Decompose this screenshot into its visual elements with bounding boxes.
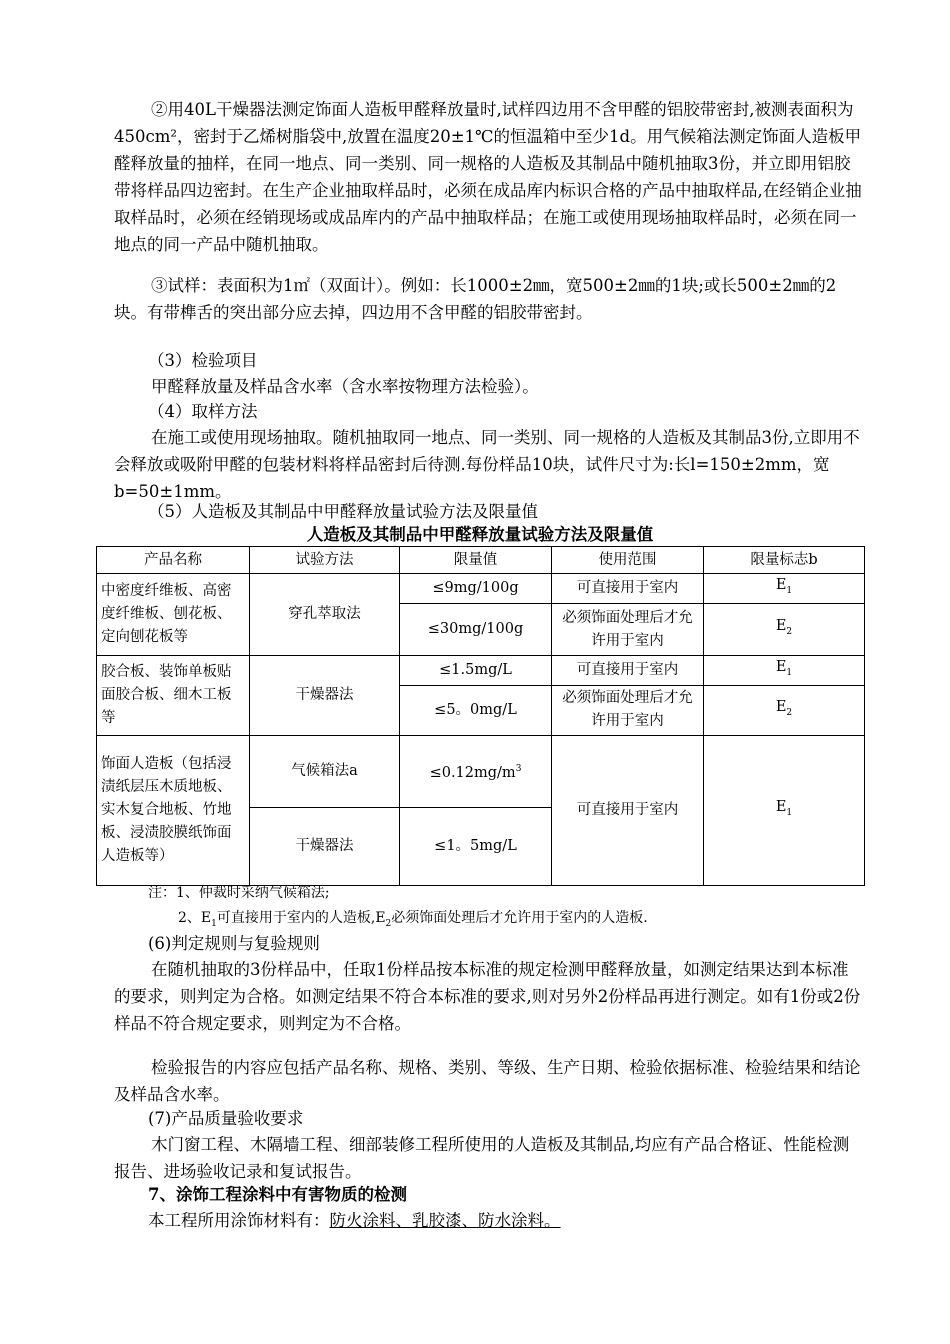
mark-subscript: 1 (786, 585, 793, 596)
note-subscript: 2 (385, 918, 392, 929)
paragraph-acceptance: 木门窗工程、木隔墙工程、细部装修工程所使用的人造板及其制品,均应有产品合格证、性能检测报告、进场验收记录和复试报告。 (114, 1135, 850, 1181)
paragraph-report-content: 检验报告的内容应包括产品名称、规格、类别、等级、生产日期、检验依据标准、检验结果和结论及样品含水率。 (114, 1058, 861, 1104)
limit-cell: ≤1。5mg/L (400, 807, 552, 885)
mark-cell (704, 685, 865, 735)
paragraph-sampling-method: ②用40L干燥器法测定饰面人造板甲醛释放量时,试样四边用不含甲醛的铝胶带密封,被测表面积为450cm²，密封于乙烯树脂袋中,放置在温度20±1℃的恒温箱中至少1d。用气候箱法测定饰面人造板甲醛释放量的抽样，在同一地点、同一类别、同一规格的人造板及其制品中随机抽取3份，并立即用铝胶带将样品四边密封。在生产企业抽取样品时，必须在成品库内标识合格的产品中抽取样品,在经销企业抽取样品时，必须在经销现场或成品库内的产品中抽取样品；在施工或使用现场抽取样品时，必须在同一地点的同一产品中随机抽取。 (114, 100, 862, 254)
scope-cell: 必须饰面处理后才允许用于室内 (552, 685, 704, 735)
table-header-cell: 试验方法 (250, 547, 400, 574)
mark-text: E (775, 698, 787, 715)
formaldehyde-limits-table (96, 546, 865, 886)
paragraph-judgement-rules: 在随机抽取的3份样品中，任取1份样品按本标准的规定检测甲醛释放量，如测定结果达到本标准的要求，则判定为合格。如测定结果不符合本标准的要求,则对另外2份样品再进行测定。如有1份或2份样品不符合规定要求，则判定为不合格。 (114, 960, 861, 1033)
mark-subscript: 2 (786, 707, 793, 718)
limit-superscript: 3 (515, 763, 522, 774)
mark-text: E (775, 659, 787, 675)
table-row (97, 735, 865, 807)
product-cell: 胶合板、装饰单板贴面胶合板、细木工板等 (97, 656, 250, 736)
table-row (97, 656, 865, 686)
table-header-row (97, 547, 865, 574)
limit-cell: ≤30mg/100g (400, 604, 552, 656)
scope-cell: 可直接用于室内 (552, 735, 704, 885)
table-header-cell: 限量标志b (704, 547, 865, 574)
limit-cell (400, 735, 552, 807)
heading-coating-section: 7、涂饰工程涂料中有害物质的检测 (148, 1185, 407, 1204)
note-text: 必须饰面处理后才允许用于室内的人造板. (391, 910, 648, 926)
paragraph-sampling: 在施工或使用现场抽取。随机抽取同一地点、同一类别、同一规格的人造板及其制品3份,立即用不会释放或吸附甲醛的包装材料将样品密封后待测.每份样品10块，试件尺寸为:长l=150±2mm，宽b=50±1mm。 (114, 428, 860, 501)
scope-cell: 可直接用于室内 (552, 656, 704, 686)
limit-text: ≤0.12mg/m (429, 764, 516, 781)
mark-cell (704, 574, 865, 604)
method-cell: 气候箱法a (250, 735, 400, 807)
mark-subscript: 1 (786, 667, 793, 678)
scope-cell: 必须饰面处理后才允许用于室内 (552, 604, 704, 656)
coating-materials-list: 防火涂料、乳胶漆、防水涂料。 (329, 1211, 561, 1230)
heading-limits: （5）人造板及其制品中甲醛释放量试验方法及限量值 (148, 502, 538, 521)
paragraph-specimen: ③试样：表面积为1㎡（双面计）。例如：长1000±2㎜，宽500±2㎜的1块;或长500±2㎜的2块。有带榫舌的突出部分应去掉，四边用不含甲醛的铝胶带密封。 (114, 276, 837, 322)
mark-cell (704, 735, 865, 885)
limit-cell: ≤9mg/100g (400, 574, 552, 604)
paragraph-inspection-items: 甲醛释放量及样品含水率（含水率按物理方法检验）。 (151, 377, 539, 396)
paragraph-coating-materials (148, 1207, 561, 1234)
table-header-cell: 限量值 (400, 547, 552, 574)
note-subscript: 1 (211, 918, 217, 929)
method-cell: 穿孔萃取法 (250, 574, 400, 656)
mark-text: E (775, 618, 787, 635)
limit-cell: ≤5。0mg/L (400, 685, 552, 735)
table-row (97, 574, 865, 604)
table-header-cell: 产品名称 (97, 547, 250, 574)
heading-inspection-items: （3）检验项目 (148, 351, 258, 370)
method-cell: 干燥器法 (250, 656, 400, 736)
limit-cell: ≤1.5mg/L (400, 656, 552, 686)
note-text: 2、E (178, 910, 212, 926)
heading-sampling: （4）取样方法 (148, 402, 258, 421)
mark-text: E (775, 577, 787, 594)
heading-acceptance: (7)产品质量验收要求 (148, 1109, 304, 1128)
table-header-cell: 使用范围 (552, 547, 704, 574)
mark-subscript: 2 (786, 626, 793, 637)
mark-cell (704, 604, 865, 656)
mark-cell (704, 656, 865, 686)
mark-text: E (775, 798, 787, 815)
scope-cell: 可直接用于室内 (552, 574, 704, 604)
coating-prefix: 本工程所用涂饰材料有： (148, 1211, 330, 1230)
heading-judgement-rules: (6)判定规则与复验规则 (148, 934, 320, 953)
table-title: 人造板及其制品中甲醛释放量试验方法及限量值 (306, 525, 654, 544)
product-cell: 中密度纤维板、高密度纤维板、刨花板、定向刨花板等 (97, 574, 250, 656)
table-note-1: 注：1、仲裁时采纳气候箱法; (148, 885, 330, 901)
product-cell: 饰面人造板（包括浸渍纸层压木质地板、实木复合地板、竹地板、浸渍胶膜纸饰面人造板等） (97, 735, 250, 885)
note-text: 可直接用于室内的人造板,E (216, 910, 386, 926)
method-cell: 干燥器法 (250, 807, 400, 885)
mark-subscript: 1 (786, 807, 793, 818)
